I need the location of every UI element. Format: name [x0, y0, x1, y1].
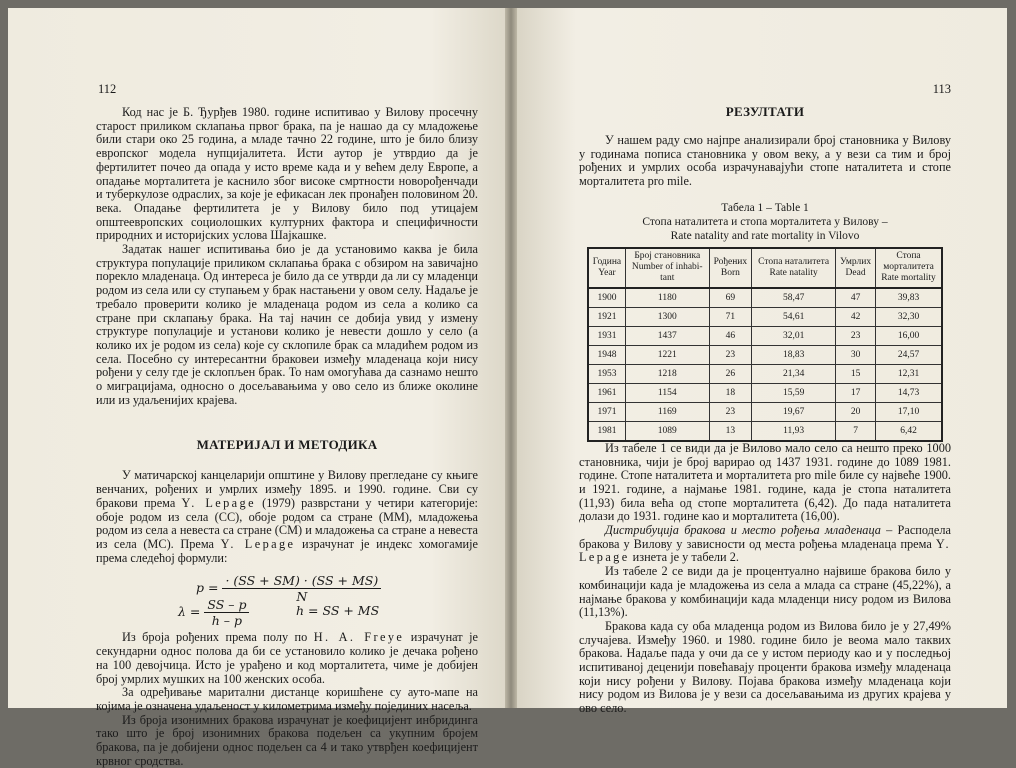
right-page [517, 8, 1007, 716]
book-gutter [505, 8, 517, 708]
table-cell: 69 [709, 288, 752, 308]
column-header: Стопа наталитета Rate natality [752, 248, 836, 288]
table-row [588, 364, 942, 383]
table-cell: 1218 [625, 364, 709, 383]
paragraph: Задатак нашег испитивања био је да установимо каква је била структура популације приликом склапања брака с обзиром на завичајно порекло младенаца. Од интереса је било да се утврди да ли су младенци родом из села или су ступањем у брак настањени у овом селу. Надаље је требало проверити колико је младенаца родом из села а колико са стране при склапању брака. На тај начин се добија увид у измену структуре популације и установи колико је невести дошло у село (а колико их је родом из села) које су склопиле брак са младићем родом из села. Посебно су интересантни браковеи између младенаца који нису рођени у селу где је склопљен брак. То нам омогућава да сазнамо нешто о миграцијама, односно о досељавањима у ово село из ближе околине или из удаљенијих крајева. [96, 242, 478, 407]
column-header: Број становника Number of inhabi- tant [625, 248, 709, 288]
table-cell: 1953 [588, 364, 625, 383]
table-cell: 19,67 [752, 402, 836, 421]
right-page-content [579, 104, 951, 716]
table-cell: 13 [709, 421, 752, 441]
author-name: Y. Lepage [220, 536, 296, 551]
table-cell: 1169 [625, 402, 709, 421]
formula-h: h = SS + MS [296, 603, 380, 619]
table-cell: 21,34 [752, 364, 836, 383]
table-cell: 71 [709, 307, 752, 326]
table-cell: 16,00 [876, 326, 942, 345]
table-cell: 24,57 [876, 345, 942, 364]
table-header-row [588, 248, 942, 288]
table-row [588, 307, 942, 326]
column-header: Стопа морталитета Rate mortality [876, 248, 942, 288]
paragraph: Бракова када су оба младенца родом из Вилова било је у 27,49% случајева. Између 1960. и 1980. године било је веома мало таквих бракова. Надаље пада у очи да се у истом периоду као и у последњој испитиваној деценији повећавају проценти бракова између младенаца који нису рођени у Вилову. Појава бракова између младенаца који нису родом из Вилова је у вези са досељавањима из других крајева у ово село. [579, 618, 951, 716]
table-cell: 42 [836, 307, 876, 326]
author-name: Y. Lepage [181, 495, 256, 510]
table-row [588, 288, 942, 308]
table-cell: 1948 [588, 345, 625, 364]
section-heading: РЕЗУЛТАТИ [725, 104, 805, 119]
table-cell: 20 [836, 402, 876, 421]
table-cell: 1981 [588, 421, 625, 441]
table-cell: 23 [709, 345, 752, 364]
paragraph: Из табеле 1 се види да је Вилово мало село са нешто преко 1000 становника, чији је број варирао од 1437 1931. године до 1089 1981. године. Стопе наталитета и морталитета pro mile биле су највеће 1900. и 1921. године, а најмање 1981. године, када је стопа наталитета (11,93) била већа од стопе морталитета (6,42). До пада наталитета долази до 1931. године као и морталитета (16,00). [579, 440, 951, 524]
paragraph: Код нас је Б. Ђурђев 1980. године испитивао у Вилову просечну старост приликом склапања првог брака, па је нашао да су младожење били стари око 25 година, а младе тачно 22 године, што је било близу европског модела нупцијалитета. Исти аутор је утврдио да је фертилитет почео да опада у исто време када и у већем делу Европе, а опадање морталитета је каснило због високе смртности новорођенчади и туберкулозе одраслих, за које је ефикасан лек пронађен половином 20. века. Опадање фертилитета је у Вилову било под утицајем општеевропских социолошких културних фактора и специфичности природних и историјских услова Шајкашке. [96, 105, 478, 243]
table-cell: 26 [709, 364, 752, 383]
column-header: Умрлих Dead [836, 248, 876, 288]
table-cell: 6,42 [876, 421, 942, 441]
table-cell: 32,01 [752, 326, 836, 345]
table-cell: 58,47 [752, 288, 836, 308]
table-cell: 30 [836, 345, 876, 364]
formula-p: p = $\frac{\cdot (SS + SM) \cdot (SS + MS)}{N}$ [196, 573, 381, 604]
table-row [588, 326, 942, 345]
paragraph: Из броја рођених према полу по H. A. Freye израчунат је секундарни однос полова да би се установило колико је дечака рођено на 100 девојчица. Исто је урађено и код морталитета, чиме је добијен број умрлих мушких на 100 женских особа. [96, 630, 478, 686]
table-cell: 46 [709, 326, 752, 345]
table-cell: 1921 [588, 307, 625, 326]
section-heading: МАТЕРИЈАЛ И МЕТОДИКА [196, 437, 378, 453]
table-caption: Табела 1 – Table 1 Стопа наталитета и стопа морталитета у Вилову – Rate natality and rate mortality in Vilovo [642, 201, 888, 242]
table-row [588, 383, 942, 402]
page-number: 113 [932, 82, 951, 96]
data-table [587, 247, 943, 442]
table-cell: 1300 [625, 307, 709, 326]
table-cell: 14,73 [876, 383, 942, 402]
paragraph: У матичарској канцеларији општине у Вилову прегледане су књиге венчаних, рођених и умрлих између 1895. и 1990. године. Сви су бракови према Y. Lepage (1979) разврстани у четири категорије: обоје родом из села (CC), обоје родом са стране (MM), младожења родом из села а невеста са стране (CM) и младожења са стране а невеста из села (MC). Према Y. Lepage израчунат је индекс хомогамије према следећој формули: [96, 468, 478, 565]
table-row [588, 421, 942, 441]
left-page-content [96, 106, 478, 768]
author-name: H. A. Freye [313, 630, 405, 645]
table-cell: 47 [836, 288, 876, 308]
table-cell: 1221 [625, 345, 709, 364]
table-row [588, 345, 942, 364]
table-cell: 39,83 [876, 288, 942, 308]
table-cell: 1180 [625, 288, 709, 308]
table-cell: 1961 [588, 383, 625, 402]
table-cell: 17,10 [876, 402, 942, 421]
paragraph: У нашем раду смо најпре анализирали број становника у Вилову у годинама пописа становника у овом веку, а у вези са тим и број рођених и умрлих особа израчунавајући стопе наталитета и стопе морталитета pro mile. [579, 133, 951, 189]
page-number: 112 [98, 82, 117, 96]
table-cell: 23 [836, 326, 876, 345]
table-cell: 7 [836, 421, 876, 441]
table-cell: 1931 [588, 326, 625, 345]
table-cell: 54,61 [752, 307, 836, 326]
formula-block [96, 573, 478, 629]
table-row [588, 402, 942, 421]
paragraph: Дистрибуција бракова и место рођења младенаца – Расподела бракова у Вилову у зависности од места рођења младенаца према Y. Lepage изнета је у табели 2. [579, 523, 951, 565]
subsection-title: Дистрибуција бракова и место рођења младенаца [605, 523, 881, 538]
table-cell: 18,83 [752, 345, 836, 364]
formula-lambda: λ = $\frac{SS - p}{h - p}$ [178, 597, 249, 628]
table-cell: 1089 [625, 421, 709, 441]
column-header: Година Year [588, 248, 625, 288]
table-cell: 32,30 [876, 307, 942, 326]
table-cell: 15,59 [752, 383, 836, 402]
paragraph: Из табеле 2 се види да је процентуално највише бракова било у комбинацији када је младожења из села а млада са стране (45,22%), а најмање бракова у комбинацији када младенци нису родом из Вилова (11,13%). [579, 564, 951, 620]
table-cell: 1971 [588, 402, 625, 421]
table-cell: 12,31 [876, 364, 942, 383]
author-name: Y. Lepage [579, 536, 951, 565]
table-cell: 1900 [588, 288, 625, 308]
paragraph: Из броја изонимних бракова израчунат је коефицијент инбридинга тако што је број изонимних бракова подељен са укупним бројем бракова, па је добијени однос подељен са 4 и тако утврђен коефицијент крвног сродства. [96, 712, 478, 768]
column-header: Рођених Born [709, 248, 752, 288]
table-cell: 15 [836, 364, 876, 383]
table-cell: 1154 [625, 383, 709, 402]
left-page [8, 8, 505, 768]
paragraph: За одређивање маритални дистанце коришћене су ауто-мапе на којима је означена удаљеност у километрима између појединих насеља. [96, 685, 478, 713]
table-cell: 1437 [625, 326, 709, 345]
table-cell: 18 [709, 383, 752, 402]
table-cell: 17 [836, 383, 876, 402]
table-cell: 23 [709, 402, 752, 421]
table-cell: 11,93 [752, 421, 836, 441]
